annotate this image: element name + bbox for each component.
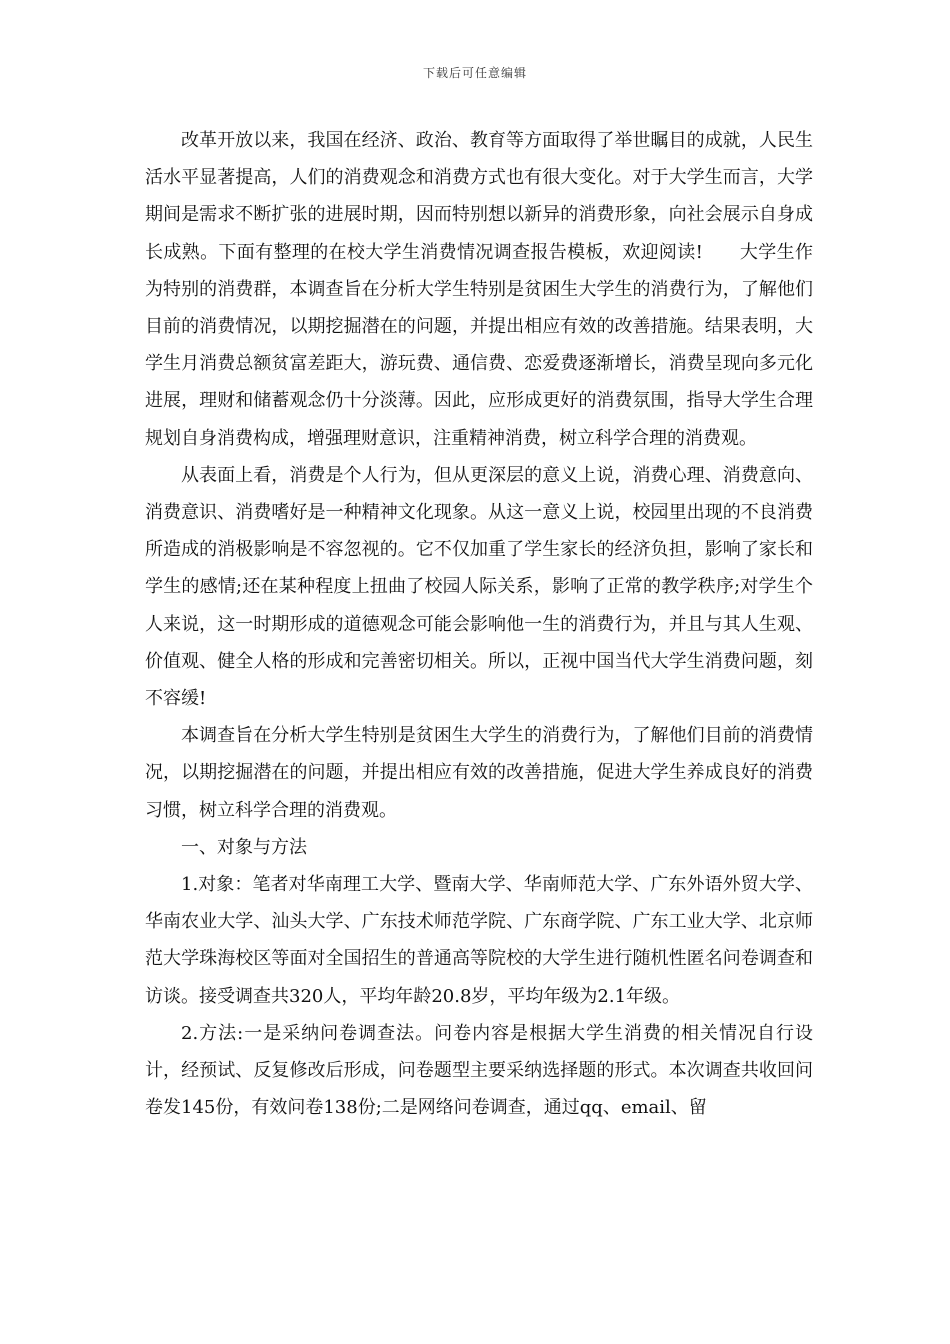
section-heading-objects-methods: 一、对象与方法 <box>181 836 307 858</box>
document-body <box>145 122 813 1126</box>
paragraph-consumption-culture: 从表面上看，消费是个人行为，但从更深层的意义上说，消费心理、消费意向、消费意识、消费嗜好是一种精神文化现象。从这一意义上说，校园里出现的不良消费所造成的消极影响是不容忽视的。它不仅加重了学生家长的经济负担，影响了家长和学生的感情;还在某种程度上扭曲了校园人际关系，影响了正常的教学秩序;对学生个人来说，这一时期形成的道德观念可能会影响他一生的消费行为，并且与其人生观、价值观、健全人格的形成和完善密切相关。所以，正视中国当代大学生消费问题，刻不容缓! <box>145 464 813 710</box>
paragraph-objects: 1.对象：笔者对华南理工大学、暨南大学、华南师范大学、广东外语外贸大学、华南农业大学、汕头大学、广东技术师范学院、广东商学院、广东工业大学、北京师范大学珠海校区等面对全国招生的普通高等院校的大学生进行随机性匿名问卷调查和访谈。接受调查共320人，平均年龄20.8岁，平均年级为2.1年级。 <box>145 874 813 1007</box>
paragraph-survey-purpose: 本调查旨在分析大学生特别是贫困生大学生的消费行为，了解他们目前的消费情况，以期挖掘潜在的问题，并提出相应有效的改善措施，促进大学生养成良好的消费习惯，树立科学合理的消费观。 <box>145 725 813 821</box>
page-header: 下载后可任意编辑 <box>422 66 527 80</box>
paragraph-methods: 2.方法:一是采纳问卷调查法。问卷内容是根据大学生消费的相关情况自行设计，经预试、反复修改后形成，问卷题型主要采纳选择题的形式。本次调查共收回问卷发145份，有效问卷138份;二是网络问卷调查，通过qq、email、留 <box>145 1022 813 1119</box>
paragraph-intro: 改革开放以来，我国在经济、政治、教育等方面取得了举世瞩目的成就，人民生活水平显著提高，人们的消费观念和消费方式也有很大变化。对于大学生而言，大学期间是需求不断扩张的进展时期，因而特别想以新异的消费形象，向社会展示自身成长成熟。下面有整理的在校大学生消费情况调查报告模板，欢迎阅读! 大学生作为特别的消费群，本调查旨在分析大学生特别是贫困生大学生的消费行为，了解他们目前的消费情况，以期挖掘潜在的问题，并提出相应有效的改善措施。结果表明，大学生月消费总额贫富差距大，游玩费、通信费、恋爱费逐渐增长，消费呈现向多元化进展，理财和储蓄观念仍十分淡薄。因此，应形成更好的消费氛围，指导大学生合理规划自身消费构成，增强理财意识，注重精神消费，树立科学合理的消费观。 <box>145 130 813 449</box>
